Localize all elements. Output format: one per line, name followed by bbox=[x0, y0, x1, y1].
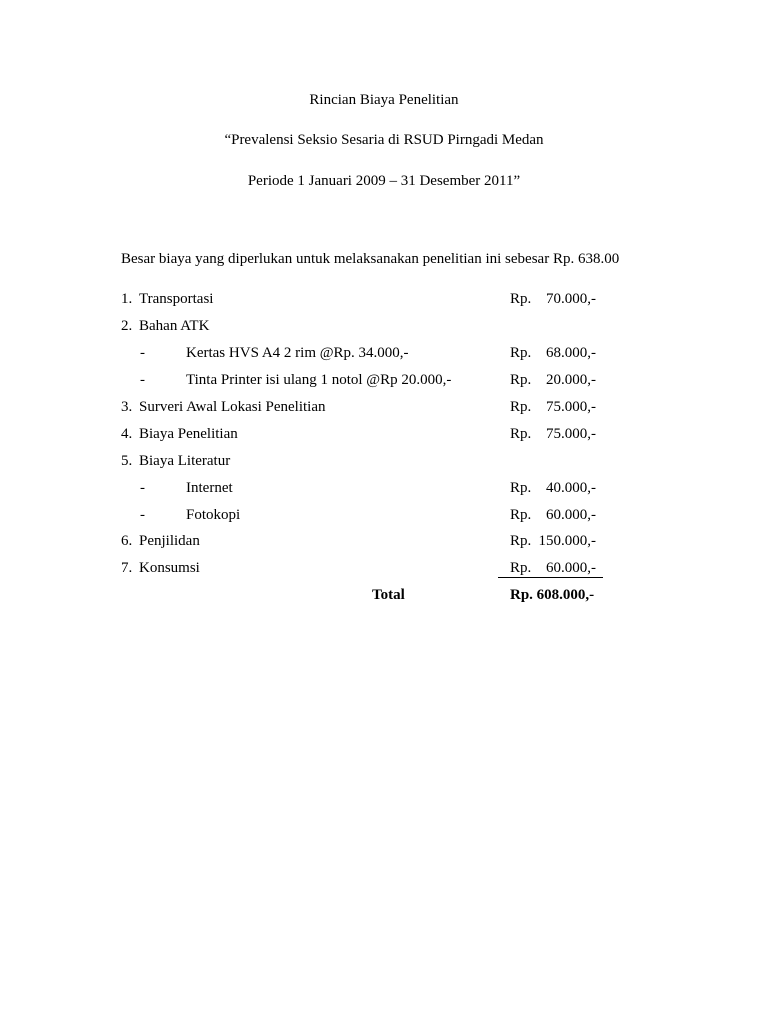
document-period: Periode 1 Januari 2009 – 31 Desember 2011” bbox=[247, 173, 521, 189]
currency-label: Rp. bbox=[510, 426, 532, 442]
item-number: 3. bbox=[121, 399, 133, 415]
sub-item-dash: - bbox=[140, 372, 145, 388]
total-value: Rp. 608.000,- bbox=[510, 587, 595, 603]
item-amount: 75.000,- bbox=[546, 399, 596, 415]
currency-label: Rp. bbox=[510, 291, 532, 307]
sub-item-dash: - bbox=[140, 507, 145, 523]
sub-item-dash: - bbox=[140, 480, 145, 496]
document-title: Rincian Biaya Penelitian bbox=[309, 92, 459, 108]
item-number: 4. bbox=[121, 426, 133, 442]
sub-item-dash: - bbox=[140, 345, 145, 361]
item-number: 5. bbox=[121, 453, 133, 469]
item-amount: 150.000,- bbox=[538, 533, 596, 549]
cost-item-konsumsi bbox=[0, 560, 768, 582]
item-label: Surveri Awal Lokasi Penelitian bbox=[139, 399, 326, 415]
item-number: 2. bbox=[121, 318, 133, 334]
item-amount: 40.000,- bbox=[546, 480, 596, 496]
total-row bbox=[0, 587, 768, 609]
cost-item-transportasi bbox=[0, 291, 768, 313]
item-amount: 60.000,- bbox=[546, 560, 596, 576]
total-label: Total bbox=[372, 587, 405, 603]
item-label: Konsumsi bbox=[139, 560, 200, 576]
sub-item-label: Tinta Printer isi ulang 1 notol @Rp 20.000,- bbox=[186, 372, 452, 388]
sum-underline bbox=[498, 577, 603, 578]
currency-label: Rp. bbox=[510, 560, 532, 576]
item-label: Penjilidan bbox=[139, 533, 200, 549]
cost-subitem-tinta bbox=[0, 372, 768, 394]
intro-paragraph: Besar biaya yang diperlukan untuk melaksanakan penelitian ini sebesar Rp. 638.00 bbox=[121, 251, 620, 267]
cost-subitem-kertas bbox=[0, 345, 768, 367]
item-number: 6. bbox=[121, 533, 133, 549]
cost-item-penjilidan bbox=[0, 533, 768, 555]
item-amount: 60.000,- bbox=[546, 507, 596, 523]
item-label: Biaya Penelitian bbox=[139, 426, 238, 442]
cost-item-survei bbox=[0, 399, 768, 421]
item-amount: 68.000,- bbox=[546, 345, 596, 361]
document-subtitle: “Prevalensi Seksio Sesaria di RSUD Pirngadi Medan bbox=[224, 132, 544, 148]
cost-item-biaya-literatur bbox=[0, 453, 768, 475]
currency-label: Rp. bbox=[510, 345, 532, 361]
item-label: Transportasi bbox=[139, 291, 214, 307]
sub-item-label: Internet bbox=[186, 480, 233, 496]
sub-item-label: Kertas HVS A4 2 rim @Rp. 34.000,- bbox=[186, 345, 409, 361]
item-amount: 75.000,- bbox=[546, 426, 596, 442]
currency-label: Rp. bbox=[510, 399, 532, 415]
currency-label: Rp. bbox=[510, 480, 532, 496]
cost-subitem-internet bbox=[0, 480, 768, 502]
cost-item-biaya-penelitian bbox=[0, 426, 768, 448]
item-amount: 70.000,- bbox=[546, 291, 596, 307]
item-number: 7. bbox=[121, 560, 133, 576]
item-amount: 20.000,- bbox=[546, 372, 596, 388]
currency-label: Rp. bbox=[510, 372, 532, 388]
currency-label: Rp. bbox=[510, 533, 532, 549]
cost-item-bahan-atk bbox=[0, 318, 768, 340]
item-number: 1. bbox=[121, 291, 133, 307]
cost-subitem-fotokopi bbox=[0, 507, 768, 529]
item-label: Biaya Literatur bbox=[139, 453, 231, 469]
sub-item-label: Fotokopi bbox=[186, 507, 241, 523]
item-label: Bahan ATK bbox=[139, 318, 210, 334]
currency-label: Rp. bbox=[510, 507, 532, 523]
